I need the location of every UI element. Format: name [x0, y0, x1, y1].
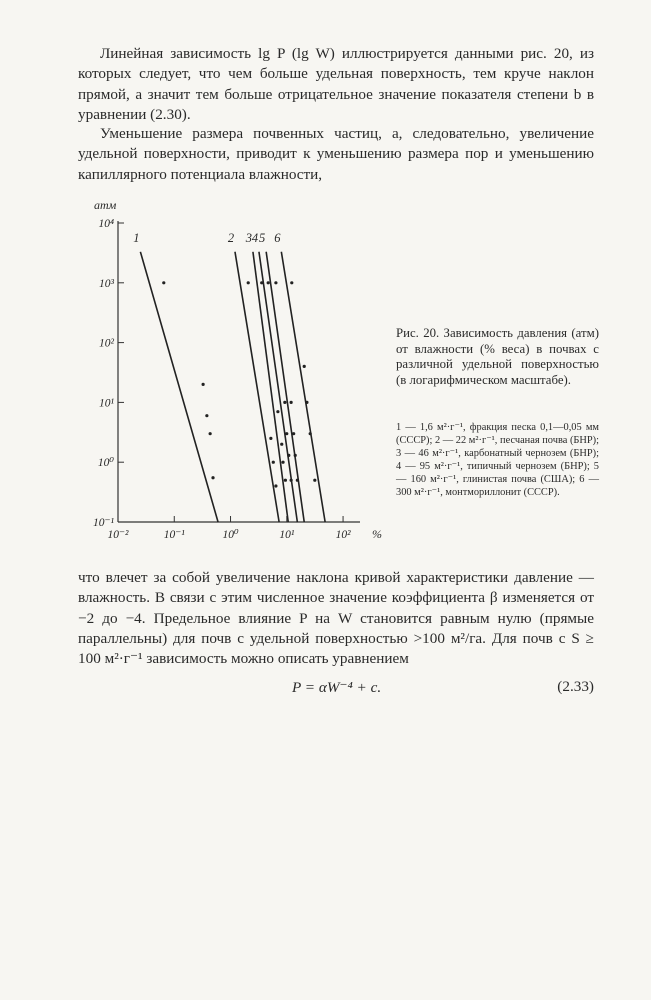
series-2-label: 2: [227, 230, 235, 245]
paragraph-2: Уменьшение размера почвенных частиц, а, следовательно, увеличение удельной поверхности, приводит к уменьшению размера пор и уменьшению капиллярного потенциала влажности,: [78, 125, 594, 183]
series-3-line: [253, 252, 288, 522]
series-1-point-4: [211, 476, 214, 479]
series-6-line: [281, 252, 325, 522]
series-3-point-2: [280, 443, 283, 446]
series-4-point-0: [267, 281, 270, 284]
y-tick-label-5: 10⁴: [98, 218, 114, 230]
figure-caption: Рис. 20. Зависимость давления (атм) от влажности (% веса) в почвах с различной удельной поверхностью (в логарифмическом масштабе).: [396, 326, 599, 387]
series-6-point-3: [309, 432, 312, 435]
series-5-point-1: [290, 401, 293, 404]
x-axis-label: %: [372, 527, 382, 541]
series-3-point-3: [281, 461, 284, 464]
series-6-point-0: [290, 281, 293, 284]
series-2-point-0: [247, 281, 250, 284]
x-tick-label-0: 10⁻²: [107, 529, 129, 541]
figure-legend: 1 — 1,6 м²·г⁻¹, фракция песка 0,1—0,05 мм (СССР); 2 — 22 м²·г⁻¹, песчаная почва (БНР); 3 — 46 м²·г⁻¹, карбонатный чернозем (БНР); 4 — 95 м²·г⁻¹, типичный чернозем (БНР); 5 — 160 м²·г⁻¹, глинистая почва (США); 6 — 300 м²·г⁻¹, монтмориллонит (СССР).: [396, 422, 599, 498]
series-1-label: 1: [133, 230, 140, 245]
equation-2-33: [78, 678, 594, 700]
y-tick-label-0: 10⁻¹: [92, 517, 114, 529]
series-1-point-1: [202, 383, 205, 386]
series-4-label: 4: [251, 230, 259, 245]
series-3-point-1: [276, 410, 279, 413]
x-tick-label-3: 10¹: [279, 529, 295, 541]
series-1-point-3: [209, 432, 212, 435]
series-6-point-1: [303, 365, 306, 368]
series-4-point-2: [285, 432, 288, 435]
y-tick-label-1: 10⁰: [97, 457, 114, 470]
equation-number: (2.33): [557, 678, 594, 695]
series-5-point-4: [296, 479, 299, 482]
series-2-point-2: [272, 461, 275, 464]
series-2-point-1: [269, 437, 272, 440]
series-3-label: 3: [245, 230, 253, 245]
series-5-point-3: [294, 454, 297, 457]
paragraph-1: Линейная зависимость lg P (lg W) иллюстрируется данными рис. 20, из которых следует, что чем больше удельная поверхность, тем круче наклон прямой, а значит тем больше отрицательное значение показателя степени b в уравнении (2.30).: [78, 45, 594, 123]
series-6-point-4: [313, 479, 316, 482]
series-2-point-3: [274, 484, 277, 487]
series-1-point-0: [162, 281, 165, 284]
series-6-point-2: [305, 401, 308, 404]
x-tick-label-4: 10²: [335, 529, 351, 541]
series-5-label: 5: [259, 230, 266, 245]
y-tick-label-2: 10¹: [99, 397, 114, 410]
series-5-point-2: [292, 432, 295, 435]
series-4-point-1: [283, 401, 286, 404]
y-tick-label-3: 10²: [99, 337, 114, 350]
x-tick-label-1: 10⁻¹: [163, 529, 185, 541]
x-tick-label-2: 10⁰: [222, 529, 239, 541]
y-axis-label: атм: [94, 198, 117, 212]
series-3-point-4: [284, 479, 287, 482]
series-1-line: [140, 252, 218, 522]
series-4-point-3: [287, 454, 290, 457]
series-1-point-2: [205, 414, 208, 417]
series-5-point-0: [274, 281, 277, 284]
y-tick-label-4: 10³: [99, 277, 114, 290]
series-6-label: 6: [274, 230, 281, 245]
equation-text: P = αW⁻⁴ + c.: [292, 679, 382, 696]
paragraph-3: что влечет за собой увеличение наклона кривой характеристики давление — влажность. В связи с этим численное значение коэффициента β изменяется от −2 до −4. Предельное влияние P на W становится равным нулю (прямые параллельны) для почв с удельной поверхностью >100 м²/га. Для почв с S ≥ 100 м²·г⁻¹ зависимость можно описать уравнением: [78, 569, 594, 668]
series-4-point-4: [290, 479, 293, 482]
